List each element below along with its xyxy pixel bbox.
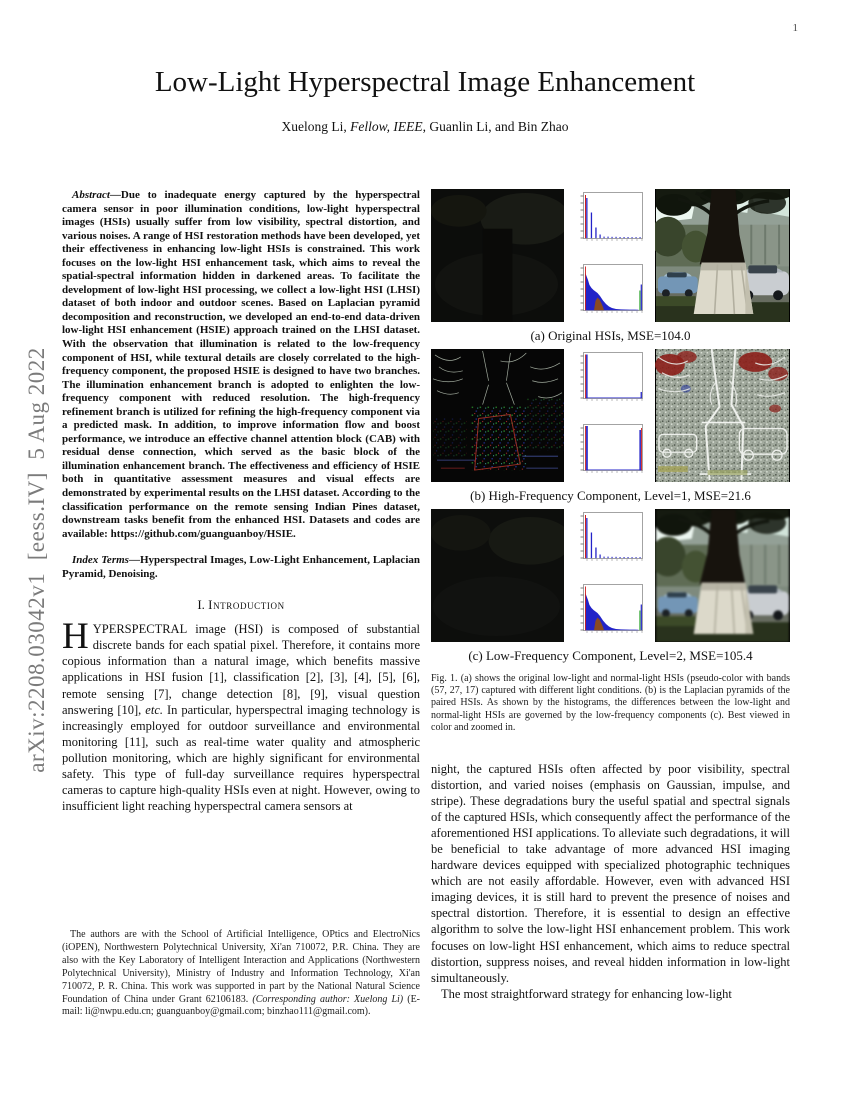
subcaption-c: (c) Low-Frequency Component, Level=2, MSE=105.4 (468, 648, 753, 663)
index-terms-paragraph (62, 554, 420, 581)
figure-row-a (431, 189, 790, 322)
author-first: Xuelong Li, (281, 119, 351, 134)
histogram-normal-light-a (575, 263, 647, 320)
introduction-paragraph (62, 616, 420, 814)
low-frequency-normal-light-image (655, 509, 790, 642)
section-heading-introduction (62, 597, 420, 613)
histogram-low-light-c (575, 511, 647, 568)
histograms-b (575, 349, 647, 482)
footnote-corresponding-author: (Corresponding author: Xuelong Li) (252, 993, 404, 1005)
low-light-hsi-image (431, 189, 564, 322)
arxiv-watermark: arXiv:2208.03042v1 [eess.IV] 5 Aug 2022 (24, 347, 49, 773)
histograms-a (575, 189, 647, 322)
figure-row-b (431, 349, 790, 482)
figure-1-caption: Fig. 1. (a) shows the original low-light and normal-light HSIs (pseudo-color with bands (57, 27, 17) captured with different light conditions. (b) is the Laplacian pyramids of the paired HSIs. As shown by the histograms, the differences between the low-light and normal-light HSIs are governed by the low-frequency components (c). Best viewed in color and zoomed in. (431, 673, 790, 733)
footnote-text: The authors are with the School of Artificial Intelligence, OPtics and ElectroNics (iOPEN), Northwestern Polytechnical University, Xi'an 710072, P.R. China. They are also with the Key Laboratory of Intelligent Interaction and Applications (Northwestern Polytechnical University), Ministry of Industry and Information Technology, Xi'an 710072, P. R. China. This work was supported in part by the National Natural Science Foundation of China under Grant 62106183. (62, 929, 420, 1005)
footnote-emails: (E-mail: li@nwpu.edu.cn; guanguanboy@gmail.com; binzhao111@gmail.com). (62, 993, 421, 1018)
histogram-low-light-a (575, 191, 647, 248)
subcaption-b: (b) High-Frequency Component, Level=1, MSE=21.6 (470, 488, 751, 503)
right-column-paragraph-1: night, the captured HSIs often affected by poor visibility, spectral distortion, and varied noises (emphasis on Gaussian, impulse, and stripe). These degradations bury the useful spatial and spectral signals of the captured HSIs, which consequently affect the performance of the aforementioned HSI applications. To alleviate such degradations, it will be beneficial to take advantage of more advanced HSI imaging hardware devices equipped with specialized photographic techniques which are not easily affordable. However, even with advanced HSI imaging devices, it is still hard to prevent the presence of noises and spectral distortion. Therefore, it is essential to design an effective algorithm to solve the low-light HSI enhancement problem. This work focuses on low-light HSI enhancement, which aims to reduce spectral distortion, suppress noises, and reveal hidden information in low-light simultaneously. (431, 762, 790, 985)
author-footnote (62, 929, 420, 1019)
index-terms-label: Index Terms (72, 554, 129, 567)
introduction-text-rest: In particular, hyperspectral imaging technology is increasingly employed for outdoor surveillance and environmental monitoring [11], such as real-time water quality and atmospheric pollution monitoring, which are highly significant for environmental safety. This type of full-day surveillance requires hyperspectral cameras to capture high-quality HSIs even at night. However, owing to insufficient light reaching hyperspectral camera sensors at (62, 702, 420, 813)
authors-line (0, 119, 850, 135)
section-number: I. (197, 597, 205, 613)
subcaption-a: (a) Original HSIs, MSE=104.0 (530, 328, 691, 343)
introduction-text-lead: YPERSPECTRAL image (HSI) is composed of substantial discrete bands for each spatial pixel. Therefore, it contains more copious information than a natural image, which benefits massive applications in HSI fusion [1], classification [2], [3], [4], [5], [6], remote sensing [7], change detection [8], [9], visual question answering [10], (62, 622, 420, 717)
histogram-normal-light-c (575, 583, 647, 640)
left-column (62, 189, 420, 814)
high-frequency-low-light-image (431, 349, 564, 482)
index-terms-text: —Hyperspectral Images, Low-Light Enhancement, Laplacian Pyramid, Denoising. (62, 554, 420, 580)
right-column (431, 189, 790, 1002)
abstract-text: —Due to inadequate energy captured by the hyperspectral camera sensor in poor illumination conditions, low-light hyperspectral images (HSIs) usually suffer from low visibility, spectral distortion, and various noises. A range of HSI restoration methods have been developed, yet their effectiveness in enhancing low-light HSIs is constrained. This work focuses on the low-light HSI enhancement task, which aims to reveal the spatial-spectral information hidden in darkened areas. To facilitate the development of low-light HSI processing, we collect a low-light HSI (LHSI) dataset of both indoor and outdoor scenes. Based on Laplacian pyramid decomposition and reconstruction, we developed an end-to-end data-driven low-light HSI enhancement (HSIE) approach trained on the LHSI dataset. With the observation that illumination is related to the low-frequency component of HSI, while textural details are closely correlated to the high-frequency component, the proposed HSIE is designed to have two branches. The illumination enhancement branch is adopted to enlighten the low-frequency component with reduced resolution. The high-frequency refinement branch is utilized for refining the high-frequency component via a predicted mask. In addition, to improve information flow and boost performance, we introduce an effective channel attention block (CAB) with residual dense connection, which served as the basic block of the illumination enhancement branch. The effectiveness and efficiency of HSIE both in quantitative assessment measures and visual effects are demonstrated by experimental results on the LHSI dataset. According to the classification performance on the remote sensing Indian Pines dataset, downstream tasks benefit from the enhanced HSI. Datasets and codes are available: https://github.com/guanguanboy/HSIE. (62, 189, 420, 540)
authors-rest: , Guanlin Li, and Bin Zhao (422, 119, 569, 134)
paper-title: Low-Light Hyperspectral Image Enhancement (154, 66, 696, 98)
page-number: 1 (792, 22, 798, 34)
right-column-paragraph-2: The most straightforward strategy for enhancing low-light (441, 986, 732, 1001)
introduction-etc-italic: etc. (145, 702, 163, 717)
histograms-c (575, 509, 647, 642)
abstract-paragraph (62, 189, 420, 541)
section-title: Introduction (208, 597, 285, 613)
normal-light-hsi-image (655, 189, 790, 322)
abstract-label: Abstract (72, 189, 110, 201)
low-frequency-low-light-image (431, 509, 564, 642)
author-fellow-designation: Fellow, IEEE (350, 119, 423, 134)
high-frequency-normal-light-image (655, 349, 790, 482)
histogram-low-light-b (575, 351, 647, 408)
histogram-normal-light-b (575, 423, 647, 480)
drop-cap: H (62, 616, 89, 658)
figure-row-c (431, 509, 790, 642)
